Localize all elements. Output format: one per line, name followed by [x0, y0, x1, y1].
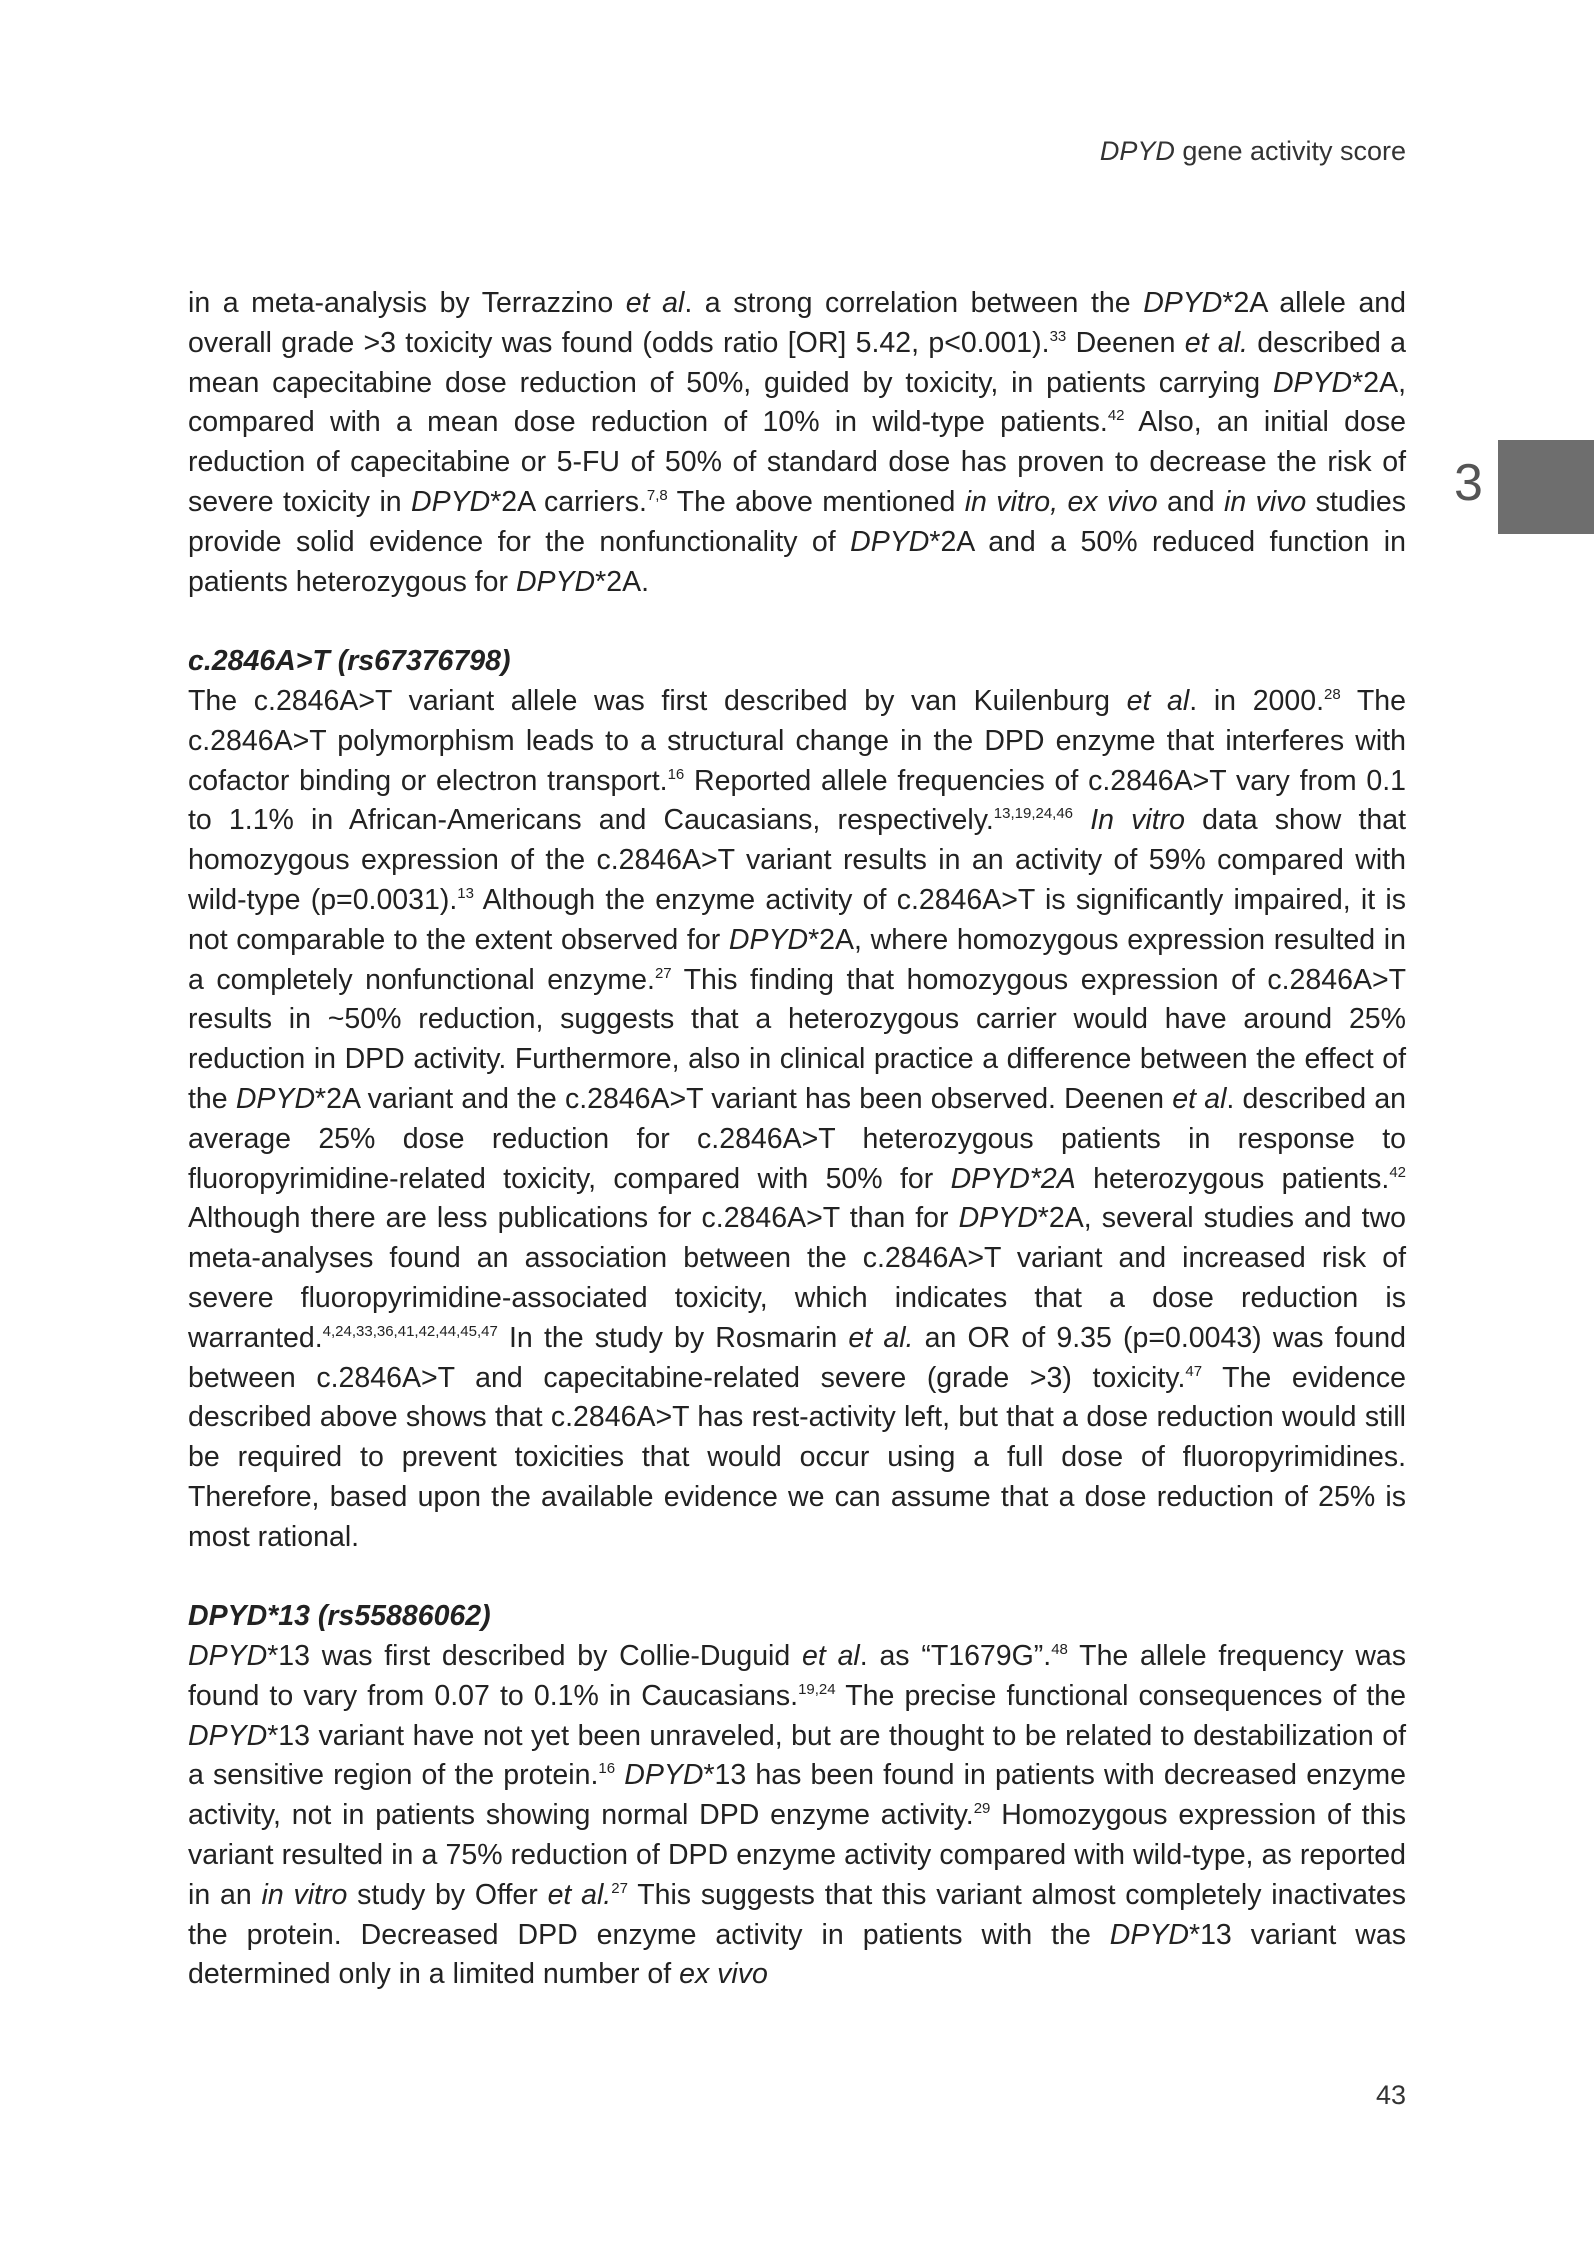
heading-dpyd13: DPYD*13 (rs55886062): [188, 1600, 491, 1633]
section-gap: [188, 1558, 1406, 1598]
running-header-gene: DPYD: [1099, 136, 1175, 166]
heading-c2846: c.2846A>T (rs67376798): [188, 645, 511, 678]
section-gap: [188, 602, 1406, 642]
paragraph-c2846: The c.2846A>T variant allele was first described by van Kuilenburg et al. in 2000.28 The c.2846A>T polymorphism leads to a structural change in the DPD enzyme that interferes with cofactor binding or electron transport.$^{16}$ Reported allele frequencies of c.2846A>T vary from 0.1 to 1.1% in African-Americans and Caucasians, respectively.$^{13,19,24,46}$ In vitro data show that homozygous expression of the c.2846A>T variant results in an activity of 59% compared with wild-type (p=0.0031).$^{13}$ Although the enzyme activity of c.2846A>T is significantly impaired, it is not comparable to the extent observed for DPYD*2A, where homozygous expression resulted in a completely nonfunctional enzyme.$^{27}$ This finding that homozygous expression of c.2846A>T results in ~50% reduction, suggests that a heterozygous carrier would have around 25% reduction in DPD activity. Furthermore, also in clinical practice a difference between the effect of the DPYD*2A variant and the c.2846A>T variant has been observed. Deenen et al. described an average 25% dose reduction for c.2846A>T heterozygous patients in response to fluoropyrimidine-related toxicity, compared with 50% for DPYD*2A heterozygous patients.$^{42}$ Although there are less publications for c.2846A>T than for DPYD*2A, several studies and two meta-analyses found an association between the c.2846A>T variant and increased risk of severe fluoropyrimidine-associated toxicity, which indicates that a dose reduction is warranted.$^{4,24,33,36,41,42,44,45,47}$ In the study by Rosmarin et al. an OR of 9.35 (p=0.0043) was found between c.2846A>T and capecitabine-related severe (grade >3) toxicity.$^{47}$ The evidence described above shows that c.2846A>T has rest-activity left, but that a dose reduction would still be required to prevent toxicities that would occur using a full dose of fluoropyrimidines. Therefore, based upon the available evidence we can assume that a dose reduction of 25% is most rational.: [188, 684, 1407, 1553]
chapter-number: 3: [1454, 454, 1483, 512]
running-header-rest: gene activity score: [1174, 136, 1406, 166]
paragraph-dpyd13: DPYD*13 was first described by Collie-Duguid et al. as “T1679G”.$^{48}$ The allele frequency was found to vary from 0.07 to 0.1% in Caucasians.$^{19,24}$ The precise functional consequences of the DPYD*13 variant have not yet been unraveled, but are thought to be related to destabilization of a sensitive region of the protein.$^{16}$ DPYD*13 has been found in patients with decreased enzyme activity, not in patients showing normal DPD enzyme activity.$^{29}$ Homozygous expression of this variant resulted in a 75% reduction of DPD enzyme activity compared with wild-type, as reported in an in vitro study by Offer et al.$^{27}$ This suggests that this variant almost completely inactivates the protein. Decreased DPD enzyme activity in patients with the DPYD*13 variant was determined only in a limited number of ex vivo: [188, 1640, 1407, 1991]
paragraph-dpyd2a-continued: in a meta-analysis by Terrazzino et al. a strong correlation between the DPYD*2A allele and overall grade >3 toxicity was found (odds ratio [OR] 5.42, p<0.001).$^{33}$ Deenen et al. described a mean capecitabine dose reduction of 50%, guided by toxicity, in patients carrying DPYD*2A, compared with a mean dose reduction of 10% in wild-type patients.$^{42}$ Also, an initial dose reduction of capecitabine or 5-FU of 50% of standard dose has proven to decrease the risk of severe toxicity in DPYD*2A carriers.$^{7,8}$ The above mentioned in vitro, ex vivo and in vivo studies provide solid evidence for the nonfunctionality of DPYD*2A and a 50% reduced function in patients heterozygous for DPYD*2A.: [188, 287, 1407, 598]
running-header: [1100, 136, 1406, 167]
page-number: 43: [1375, 2080, 1406, 2110]
chapter-tab: [1498, 440, 1594, 534]
body-text: [188, 284, 1406, 1995]
